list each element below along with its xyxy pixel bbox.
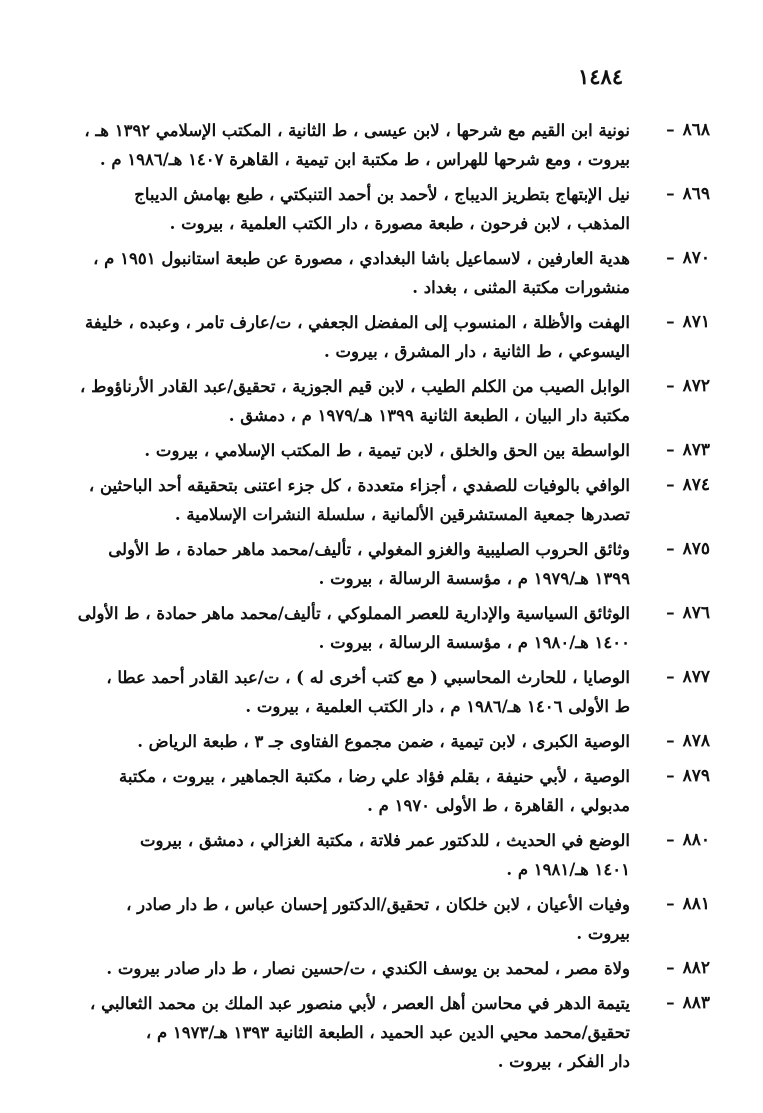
bibliography-entry <box>98 826 710 884</box>
entry-number <box>630 599 710 628</box>
entry-text-line: نونية ابن القيم مع شرحها ، لابن عيسى ، ط الثانية ، المكتب الإسلامي ١٣٩٢ هـ ، <box>84 121 630 140</box>
entry-continuation-line: ١٤٠١ هـ/١٩٨١ م . <box>506 860 630 879</box>
entry-text-line: وثائق الحروب الصليبية والغزو المغولي ، تأليف/محمد ماهر حمادة ، ط الأولى <box>108 540 630 559</box>
entry-number-text: ٨٧٨ <box>682 731 710 751</box>
entry-number <box>630 762 710 791</box>
entry-number <box>630 826 710 855</box>
entry-continuation-line: ١٤٠٠ هـ/١٩٨٠ م ، مؤسسة الرسالة ، بيروت . <box>318 633 630 652</box>
entry-dash: – <box>666 731 675 751</box>
entry-number <box>630 727 710 756</box>
entry-text-line: الوضع في الحديث ، للدكتور عمر فلاتة ، مكتبة الغزالي ، دمشق ، بيروت <box>139 831 630 850</box>
entry-number-text: ٨٨٠ <box>682 830 710 850</box>
entry-number <box>630 954 710 983</box>
entry-number <box>630 663 710 692</box>
entry-continuation-line: ١٣٩٩ هـ/١٩٧٩ م ، مؤسسة الرسالة ، بيروت . <box>318 569 630 588</box>
entry-number-text: ٨٧٢ <box>682 376 710 396</box>
entry-text-line: نيل الإبتهاج بتطريز الديباج ، لأحمد بن أحمد التنبكتي ، طبع بهامش الديباج <box>134 185 630 204</box>
bibliography-entry <box>98 890 710 948</box>
entry-text-line: الوابل الصيب من الكلم الطيب ، لابن قيم الجوزية ، تحقيق/عبد القادر الأرناؤوط ، <box>80 377 630 396</box>
entry-number-text: ٨٦٨ <box>682 120 710 140</box>
page-number: ١٤٨٤ <box>578 64 624 89</box>
entry-number-text: ٨٧٤ <box>682 475 710 495</box>
bibliography-entry <box>90 989 710 1076</box>
entry-text-line: الوصايا ، للحارث المحاسبي ( مع كتب أخرى له ) ، ت/عبد القادر أحمد عطا ، <box>106 668 630 687</box>
bibliography-entry <box>98 762 710 820</box>
entry-continuation-line: المذهب ، لابن فرحون ، طبعة مصورة ، دار الكتب العلمية ، بيروت . <box>169 214 630 233</box>
entry-number-text: ٨٧٧ <box>682 667 710 687</box>
entry-dash: – <box>666 894 675 914</box>
entry-continuation-line: اليسوعي ، ط الثانية ، دار المشرق ، بيروت . <box>324 342 630 361</box>
entry-number <box>630 372 710 401</box>
entry-dash: – <box>666 539 675 559</box>
entry-dash: – <box>666 993 675 1013</box>
bibliography-entry <box>80 372 710 430</box>
entry-text-line: الوصية ، لأبي حنيفة ، بقلم فؤاد علي رضا ، مكتبة الجماهير ، بيروت ، مكتبة <box>119 767 630 786</box>
entry-text-line: الوصية الكبرى ، لابن تيمية ، ضمن مجموع الفتاوى جـ ٣ ، طبعة الرياض . <box>137 732 630 751</box>
entry-number <box>630 436 710 465</box>
entry-dash: – <box>666 376 675 396</box>
entry-continuation-line: تحقيق/محمد محيي الدين عبد الحميد ، الطبعة الثانية ١٣٩٣ هـ/١٩٧٣ م ، <box>145 1023 630 1042</box>
bibliography-entry <box>84 308 710 366</box>
entry-continuation-line: دار الفكر ، بيروت . <box>497 1052 630 1071</box>
entry-dash: – <box>666 766 675 786</box>
entry-number-text: ٨٨٢ <box>682 958 710 978</box>
entry-number <box>630 244 710 273</box>
entry-number-text: ٨٦٩ <box>682 184 710 204</box>
bibliography-entry <box>77 599 710 657</box>
bibliography-entry <box>93 244 710 302</box>
bibliography-entry <box>98 727 710 756</box>
entry-dash: – <box>666 475 675 495</box>
entry-dash: – <box>666 312 675 332</box>
entry-number <box>630 180 710 209</box>
bibliography-entry <box>98 436 710 465</box>
entry-text-line: الوافي بالوفيات للصفدي ، أجزاء متعددة ، كل جزء اعتنى بتحقيقه أحد الباحثين ، <box>88 476 630 495</box>
entry-number <box>630 471 710 500</box>
bibliography-entry <box>98 180 710 238</box>
entry-number-text: ٨٧٣ <box>682 440 710 460</box>
entry-continuation-line: مدبولي ، القاهرة ، ط الأولى ١٩٧٠ م . <box>367 796 630 815</box>
entry-text-line: هدية العارفين ، لاسماعيل باشا البغدادي ، مصورة عن طبعة استانبول ١٩٥١ م ، <box>93 249 630 268</box>
entry-dash: – <box>666 440 675 460</box>
entry-continuation-line: بيروت . <box>576 924 630 943</box>
entry-continuation-line: ط الأولى ١٤٠٦ هـ/١٩٨٦ م ، دار الكتب العلمية ، بيروت . <box>245 697 630 716</box>
entry-dash: – <box>666 248 675 268</box>
entry-number-text: ٨٧٩ <box>682 766 710 786</box>
entry-dash: – <box>666 667 675 687</box>
entry-dash: – <box>666 958 675 978</box>
entry-text-line: الواسطة بين الحق والخلق ، لابن تيمية ، ط المكتب الإسلامي ، بيروت . <box>144 441 630 460</box>
entry-continuation-line: منشورات مكتبة المثنى ، بغداد . <box>412 278 630 297</box>
entry-number <box>630 989 710 1018</box>
entry-number-text: ٨٧٥ <box>682 539 710 559</box>
entry-continuation-line: تصدرها جمعية المستشرقين الألمانية ، سلسلة النشرات الإسلامية . <box>174 505 630 524</box>
entry-dash: – <box>666 603 675 623</box>
entry-text-line: وفيات الأعيان ، لابن خلكان ، تحقيق/الدكتور إحسان عباس ، ط دار صادر ، <box>126 895 630 914</box>
entry-text-line: يتيمة الدهر في محاسن أهل العصر ، لأبي منصور عبد الملك بن محمد الثعالبي ، <box>90 994 630 1013</box>
entry-text-line: الوثائق السياسية والإدارية للعصر المملوكي ، تأليف/محمد ماهر حمادة ، ط الأولى <box>77 604 630 623</box>
entry-number <box>630 535 710 564</box>
bibliography-entry <box>98 535 710 593</box>
bibliography-entry <box>84 116 710 174</box>
entry-dash: – <box>666 184 675 204</box>
bibliography-entry <box>88 471 710 529</box>
bibliography-list <box>77 116 710 1082</box>
entry-continuation-line: بيروت ، ومع شرحها للهراس ، ط مكتبة ابن تيمية ، القاهرة ١٤٠٧ هـ/١٩٨٦ م . <box>99 150 630 169</box>
entry-text-line: الهفت والأظلة ، المنسوب إلى المفضل الجعفي ، ت/عارف تامر ، وعبده ، خليفة <box>84 313 630 332</box>
bibliography-entry <box>98 663 710 721</box>
entry-number-text: ٨٨١ <box>682 894 710 914</box>
entry-continuation-line: مكتبة دار البيان ، الطبعة الثانية ١٣٩٩ هـ/١٩٧٩ م ، دمشق . <box>228 406 630 425</box>
entry-number <box>630 116 710 145</box>
entry-number-text: ٨٧٠ <box>682 248 710 268</box>
entry-dash: – <box>666 120 675 140</box>
entry-number-text: ٨٧٦ <box>682 603 710 623</box>
entry-text-line: ولاة مصر ، لمحمد بن يوسف الكندي ، ت/حسين نصار ، ط دار صادر بيروت . <box>106 959 630 978</box>
entry-dash: – <box>666 830 675 850</box>
entry-number-text: ٨٨٣ <box>682 993 710 1013</box>
entry-number <box>630 308 710 337</box>
bibliography-entry <box>98 954 710 983</box>
entry-number <box>630 890 710 919</box>
entry-number-text: ٨٧١ <box>682 312 710 332</box>
